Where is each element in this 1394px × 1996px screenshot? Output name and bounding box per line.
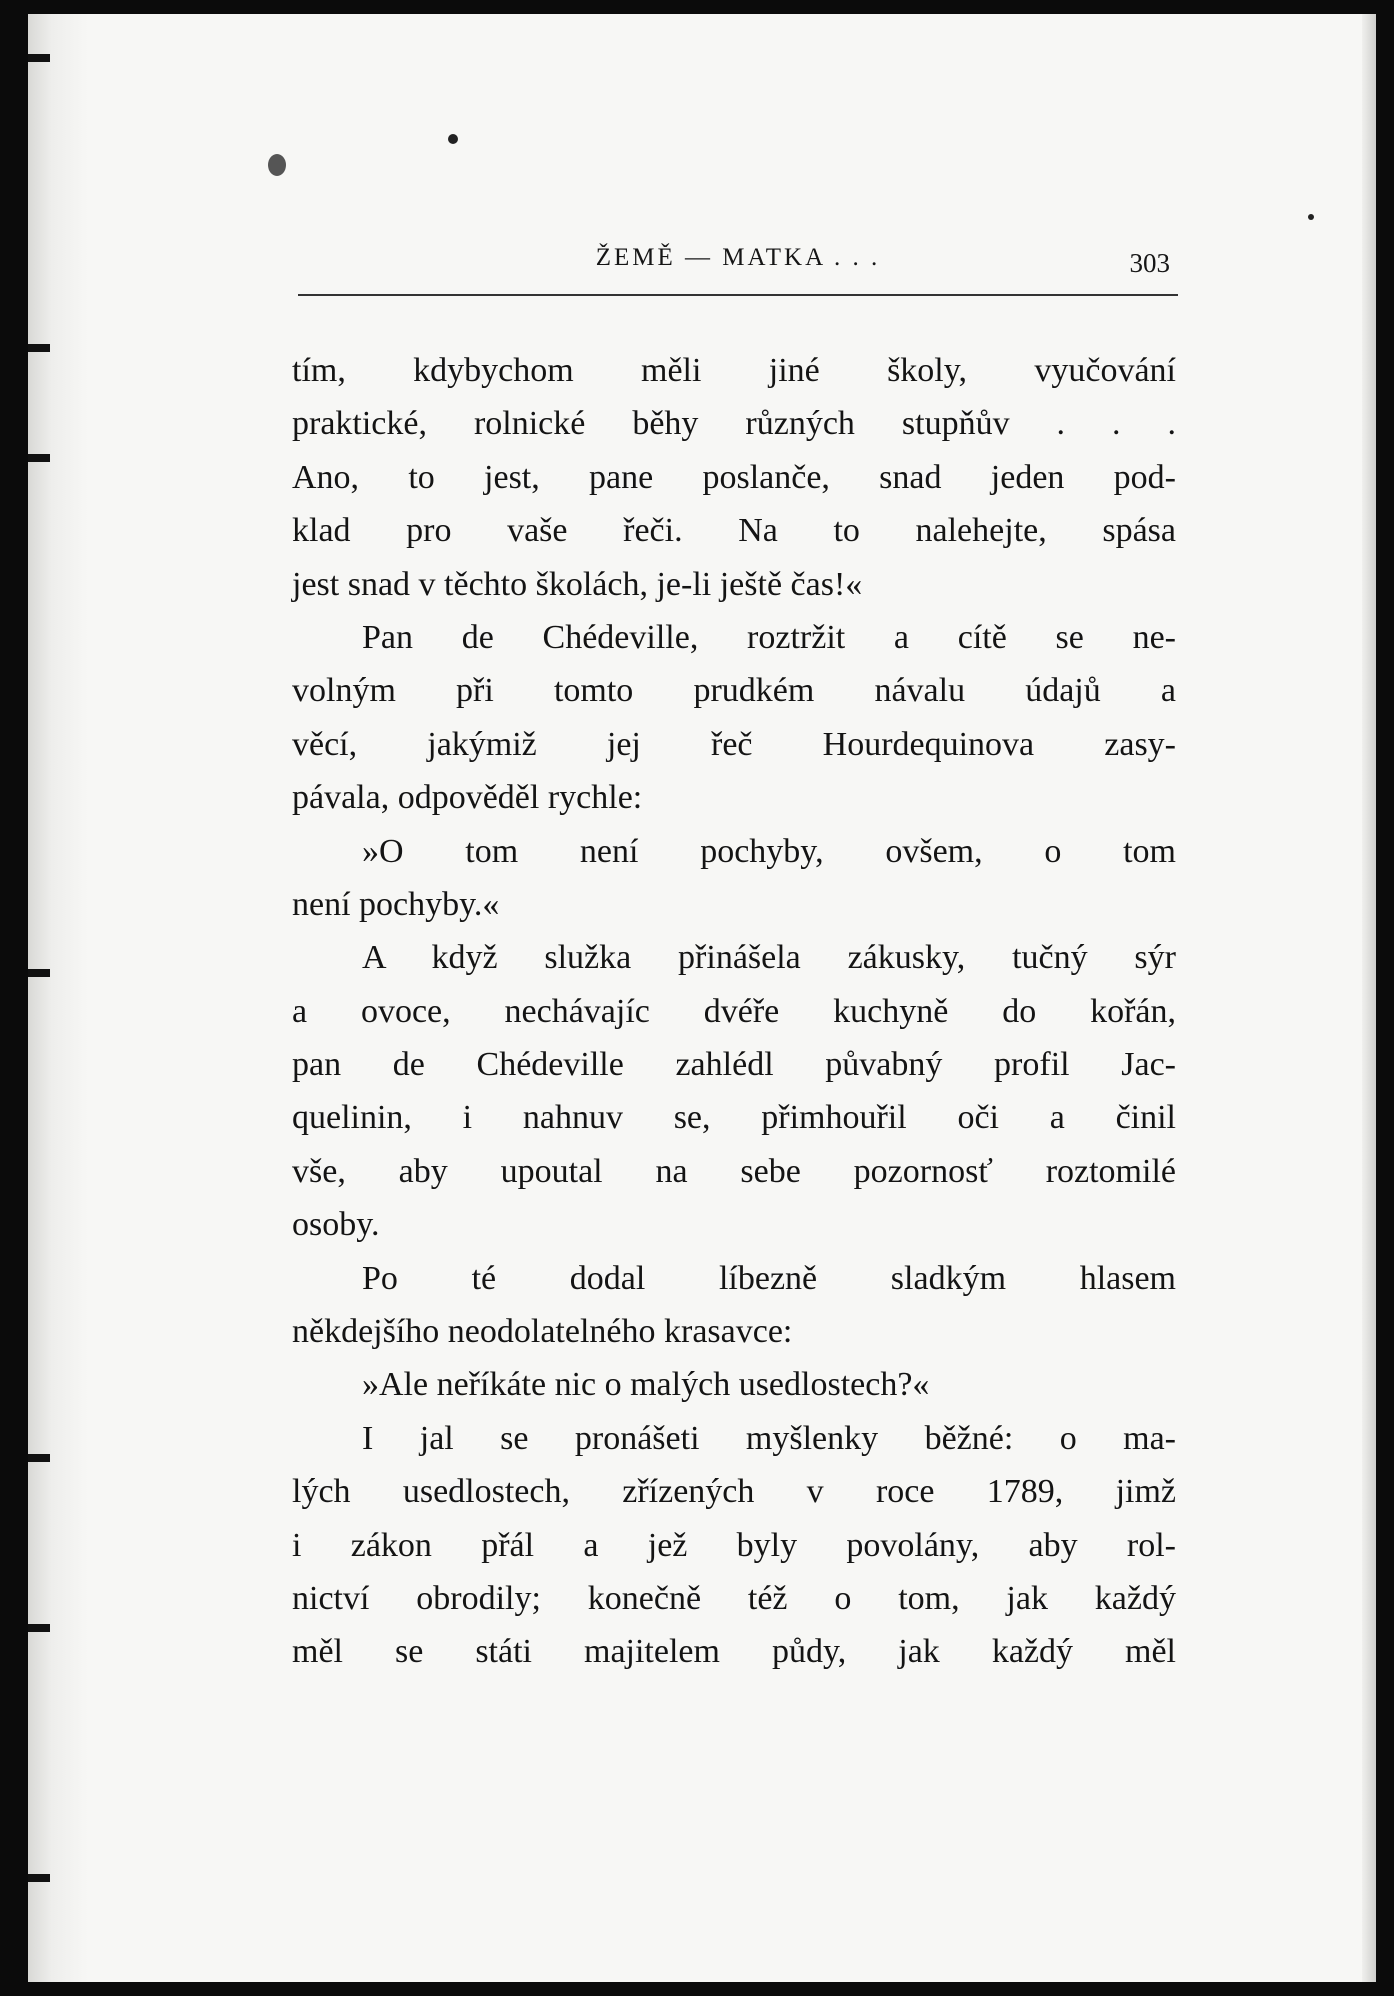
text-line: a ovoce, nechávajíc dvéře kuchyně do kořán, <box>292 992 1176 1030</box>
text-line: praktické, rolnické běhy různých stupňův . . . <box>292 405 1176 443</box>
page-edge <box>1362 14 1376 1982</box>
text-line: »O tom není pochyby, ovšem, o tom <box>362 832 1176 870</box>
text-line: měl se státi majitelem půdy, jak každý měl <box>292 1633 1176 1671</box>
text-line: vše, aby upoutal na sebe pozornosť roztomilé <box>292 1152 1176 1190</box>
binding-mark <box>28 1454 50 1462</box>
text-line: i zákon přál a jež byly povolány, aby rol- <box>292 1526 1176 1564</box>
text-line: lých usedlostech, zřízených v roce 1789, jimž <box>292 1473 1176 1511</box>
text-line: věcí, jakýmiž jej řeč Hourdequinova zasy- <box>292 725 1176 763</box>
text-line: není pochyby.« <box>292 885 500 923</box>
text-line: Ano, to jest, pane poslanče, snad jeden pod- <box>292 458 1176 496</box>
running-head-title: ŽEMĚ — MATKA . . . <box>595 244 881 271</box>
binding-mark <box>28 54 50 62</box>
text-line: pan de Chédeville zahlédl půvabný profil Jac- <box>292 1046 1176 1084</box>
text-line: Pan de Chédeville, roztržit a cítě se ne- <box>362 618 1176 656</box>
binding-mark <box>28 1874 50 1882</box>
page-gutter <box>28 14 88 1982</box>
book-page <box>28 14 1376 1982</box>
text-line: quelinin, i nahnuv se, přimhouřil oči a činil <box>292 1099 1176 1137</box>
text-line: »Ale neříkáte nic o malých usedlostech?« <box>362 1366 930 1404</box>
text-line: nictví obrodily; konečně též o tom, jak každý <box>292 1579 1176 1617</box>
ink-speck <box>448 134 458 144</box>
text-line: klad pro vaše řeči. Na to nalehejte, spása <box>292 512 1176 550</box>
text-line: pávala, odpověděl rychle: <box>292 779 643 817</box>
running-head <box>298 232 1178 282</box>
ink-speck <box>268 154 286 176</box>
text-line: jest snad v těchto školách, je-li ještě čas!« <box>292 565 863 603</box>
text-line: tím, kdybychom měli jiné školy, vyučování <box>292 352 1176 389</box>
binding-mark <box>28 344 50 352</box>
text-line: A když služka přinášela zákusky, tučný sýr <box>362 939 1176 977</box>
binding-mark <box>28 1624 50 1632</box>
text-line: I jal se pronášeti myšlenky běžné: o ma- <box>362 1419 1176 1457</box>
header-rule <box>298 294 1178 296</box>
binding-mark <box>28 969 50 977</box>
binding-mark <box>28 454 50 462</box>
text-line: volným při tomto prudkém návalu údajů a <box>292 672 1176 710</box>
body-text <box>292 344 1176 1679</box>
ink-speck <box>1308 214 1314 220</box>
text-line: osoby. <box>292 1206 380 1244</box>
page-number: 303 <box>1129 248 1170 278</box>
text-line: někdejšího neodolatelného krasavce: <box>292 1313 793 1351</box>
text-line: Po té dodal líbezně sladkým hlasem <box>362 1259 1176 1297</box>
